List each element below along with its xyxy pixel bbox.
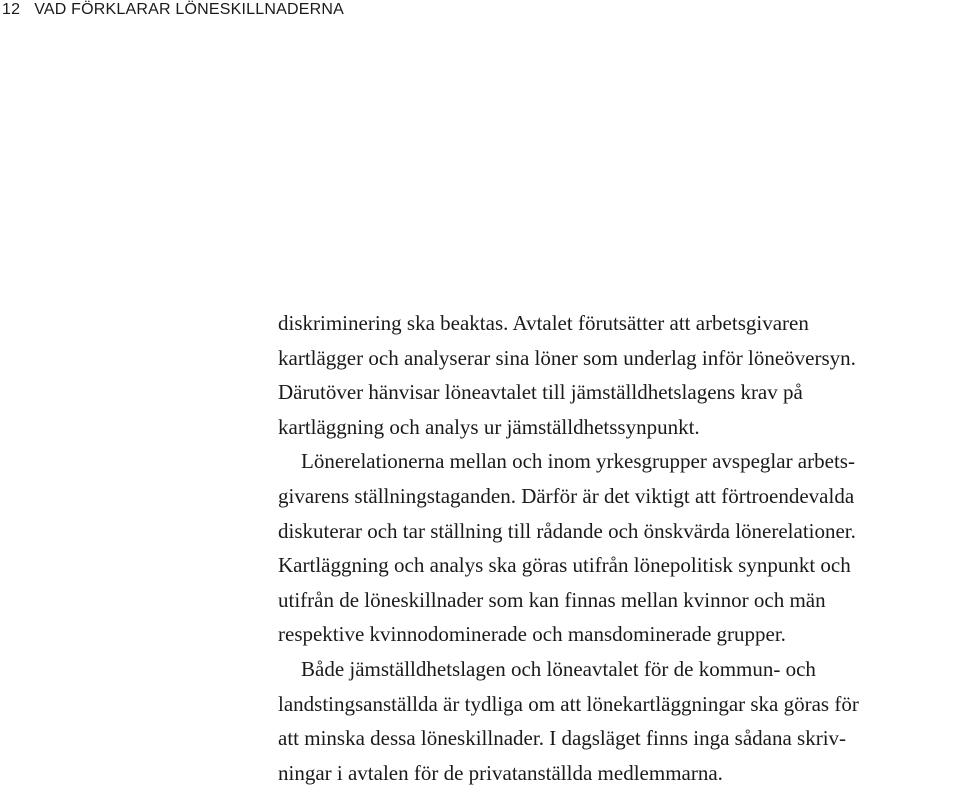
text-line: kartlägger och analyserar sina löner som underlag inför löneöversyn. <box>278 345 856 370</box>
text-line: landstingsanställda är tydliga om att lönekartläggningar ska göras för <box>278 691 859 716</box>
text-line: respektive kvinnodominerade och mansdominerade grupper. <box>278 622 786 647</box>
text-line: Både jämställdhetslagen och löneavtalet för de kommun- och <box>301 656 816 681</box>
page-number: 12 <box>2 1 21 18</box>
text-line: utifrån de löneskillnader som kan finnas mellan kvinnor och män <box>278 587 826 612</box>
text-line: givarens ställningstaganden. Därför är det viktigt att förtroendevalda <box>278 483 855 508</box>
body-text <box>278 306 960 790</box>
text-line: ningar i avtalen för de privatanställda medlemmarna. <box>278 760 723 785</box>
text-line: kartläggning och analys ur jämställdhetssynpunkt. <box>278 414 700 439</box>
text-line: diskriminering ska beaktas. Avtalet förutsätter att arbetsgivaren <box>278 311 809 335</box>
text-line: Lönerelationerna mellan och inom yrkesgrupper avspeglar arbets- <box>301 449 855 474</box>
text-line: Därutöver hänvisar löneavtalet till jämställdhetslagens krav på <box>278 380 803 405</box>
running-title: VAD FÖRKLARAR LÖNESKILLNADERNA <box>34 1 344 18</box>
text-line: diskuterar och tar ställning till rådande och önskvärda lönerelationer. <box>278 518 856 543</box>
text-line: Kartläggning och analys ska göras utifrån lönepolitisk synpunkt och <box>278 553 851 578</box>
running-header <box>2 1 344 19</box>
text-line: att minska dessa löneskillnader. I dagsläget finns inga sådana skriv- <box>278 726 847 751</box>
